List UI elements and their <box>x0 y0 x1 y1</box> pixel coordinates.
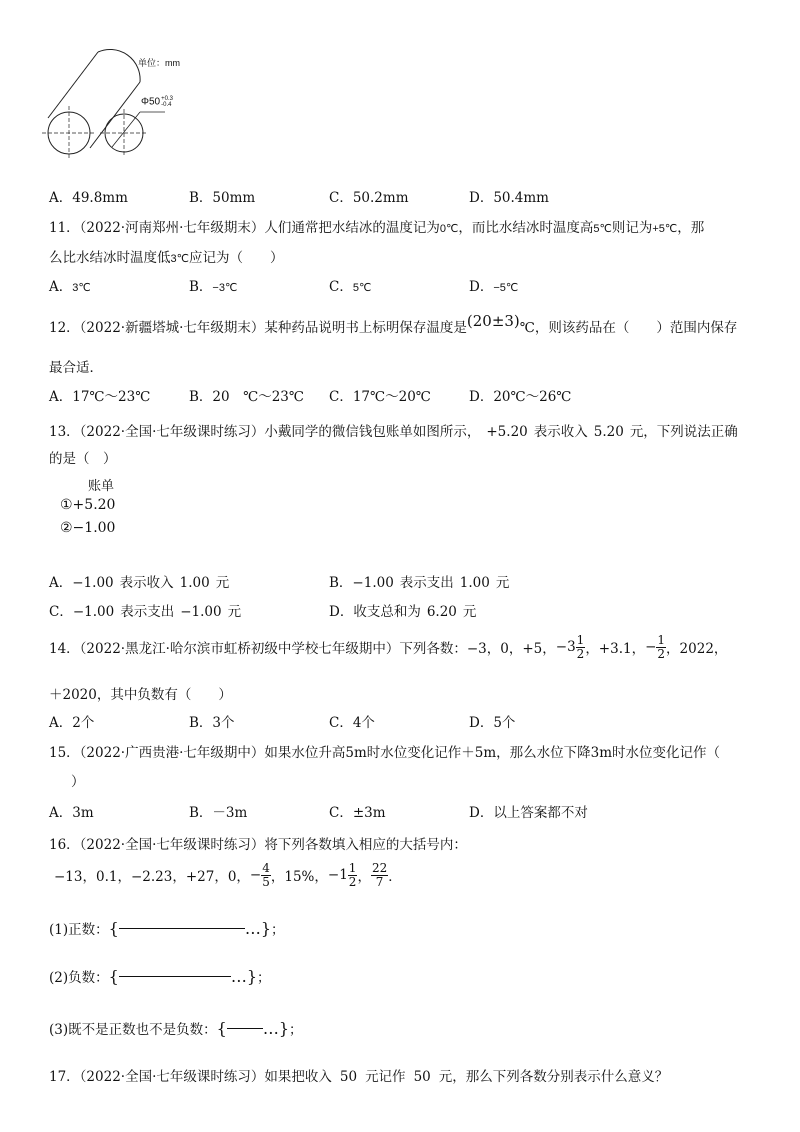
q16-mixed-whole: −1 <box>327 867 348 884</box>
q16-mixed-num: 1 <box>348 861 357 875</box>
q13-option-a[interactable] <box>49 571 229 591</box>
q16-frac1-den: 5 <box>262 874 270 889</box>
q16-fraction-1 <box>261 862 271 888</box>
q14-stem-line1 <box>49 634 727 660</box>
q14-text-3: ，2022， <box>666 641 728 658</box>
q14-mixed-num: 1 <box>576 633 585 647</box>
tol-upper: +0.3 <box>161 96 173 102</box>
q13-option-a-num2: 1.00 <box>179 575 210 591</box>
q13-stem-line1 <box>49 420 738 440</box>
q13-option-d[interactable] <box>329 600 476 620</box>
q16-part1-label: (1)正数： <box>49 922 109 938</box>
q11-option-d-label: D． <box>469 279 494 295</box>
q16-nums-2: ，15%， <box>270 869 328 886</box>
q16-frac1-num: 4 <box>262 861 270 875</box>
q12-temp-range: (20±3) <box>466 312 520 330</box>
q16-part3-brace-close: …} <box>262 1018 289 1038</box>
q16-nums: −13，0.1，−2.23，+27，0， <box>54 869 250 886</box>
q13-text: 13．（2022·全国·七年级课时练习）小戴同学的微信钱包账单如图所示， <box>49 424 481 440</box>
q16-part1-answer-blank[interactable] <box>119 928 245 929</box>
q13-option-c[interactable] <box>49 600 241 620</box>
q15-stem-line1: 15．（2022·广西贵港·七年级期中）如果水位升高5m时水位变化记作＋5m，那么水位下降3m时水位变化记作（ <box>49 745 721 761</box>
q10-option-b[interactable]: B．50mm <box>189 190 256 206</box>
q15-stem-line2: ） <box>71 774 85 790</box>
q16-frac2-num: 22 <box>371 861 388 875</box>
q13-option-d-num: 6.20 <box>426 604 457 620</box>
q12-stem-line1 <box>49 312 738 336</box>
q16-part1-brace-close: …} <box>244 918 271 938</box>
q11-temp-plus5: +5℃ <box>652 223 678 235</box>
q16-part2-label: (2)负数： <box>49 970 109 986</box>
q15-option-a[interactable]: A．3m <box>49 805 94 821</box>
bill-item-2: ②−1.00 <box>60 520 116 536</box>
bill-item-1: ①+5.20 <box>60 497 116 513</box>
q12-option-d[interactable]: D．20℃～26℃ <box>469 389 572 405</box>
q16-part2-brace-close: …} <box>230 966 257 986</box>
q11-text-4: ，那 <box>677 220 705 236</box>
q16-part2-answer-blank[interactable] <box>119 976 231 977</box>
q13-text-2: 表示收入 <box>533 424 588 440</box>
q17-text-2: 元记作 <box>365 1069 406 1085</box>
q10-option-c[interactable]: C．50.2mm <box>329 190 409 206</box>
q15-option-b[interactable]: B．－3m <box>189 805 248 821</box>
q13-option-b-num2: 1.00 <box>459 575 490 591</box>
q13-option-b-text: 表示支出 <box>399 575 454 591</box>
q12-text-2: ℃，则该药品在（ ）范围内保存 <box>519 320 738 336</box>
q16-mixed-den: 2 <box>348 874 357 889</box>
q13-value: 5.20 <box>593 424 624 440</box>
q14-frac-den: 2 <box>657 646 666 661</box>
q14-option-a[interactable]: A．2个 <box>49 715 95 731</box>
q11-stem-line2 <box>49 246 283 266</box>
q14-frac-sign: − <box>645 639 657 656</box>
q15-option-c[interactable]: C．±3m <box>329 805 386 821</box>
q13-option-d-label: D．收支总和为 <box>329 604 421 620</box>
q13-option-c-unit: 元 <box>227 604 242 620</box>
q16-part3-answer-blank[interactable] <box>227 1028 263 1029</box>
q12-stem-line2: 最合适． <box>49 360 103 376</box>
q16-part2 <box>49 966 271 986</box>
q10-option-a[interactable]: A．49.8mm <box>49 190 128 206</box>
q13-option-c-num2: −1.00 <box>180 604 222 620</box>
q11-option-b-label: B． <box>189 279 213 295</box>
q16-end: ． <box>388 869 402 886</box>
q17-num-1: 50 <box>339 1069 358 1085</box>
q13-option-b-num: −1.00 <box>352 575 394 591</box>
q13-stem-line2: 的是（ ） <box>49 451 117 467</box>
unit-label: 单位：mm <box>138 58 180 68</box>
q11-option-b-value: −3℃ <box>212 282 238 294</box>
q16-number-list <box>54 862 402 888</box>
q12-option-c[interactable]: C．17℃～20℃ <box>329 389 431 405</box>
q13-text-3: 元，下列说法正确 <box>629 424 738 440</box>
dimension-value: Φ50 <box>141 96 161 108</box>
q11-option-c[interactable] <box>329 275 371 295</box>
q11-option-d-value: −5℃ <box>493 282 519 294</box>
q14-option-c[interactable]: C．4个 <box>329 715 375 731</box>
q16-sep: ， <box>357 869 371 886</box>
q14-text-2: ，+3.1， <box>585 641 646 658</box>
q13-option-c-num: −1.00 <box>72 604 115 620</box>
q13-option-a-text: 表示收入 <box>119 575 174 591</box>
q11-temp-3: 3℃ <box>170 253 189 265</box>
q11-temp-0: 0℃ <box>439 223 459 235</box>
q13-option-a-unit: 元 <box>215 575 230 591</box>
dimension-label <box>141 96 173 108</box>
q17-num-2: 50 <box>413 1069 431 1085</box>
q11-option-d[interactable] <box>469 275 518 295</box>
q17-stem <box>49 1065 668 1085</box>
q16-part1 <box>49 918 285 938</box>
q11-option-c-label: C． <box>329 279 353 295</box>
q14-text: 14．（2022·黑龙江·哈尔滨市虹桥初级中学校七年级期中）下列各数：−3，0，+5， <box>49 641 556 658</box>
q13-option-c-text: 表示支出 <box>120 604 175 620</box>
q11-text-2: ，而比水结冰时温度高 <box>458 220 594 236</box>
q11-stem-line1 <box>49 216 704 236</box>
q16-mixed-fraction <box>328 862 358 888</box>
q11-option-a[interactable] <box>49 275 91 295</box>
q11-text: 11．（2022·河南郑州·七年级期末）人们通常把水结冰的温度记为 <box>49 220 440 236</box>
q16-part2-semicolon: ； <box>257 970 271 986</box>
q13-option-a-label: A． <box>49 575 73 591</box>
q13-option-b-label: B． <box>329 575 353 591</box>
q16-stem: 16．（2022·全国·七年级课时练习）将下列各数填入相应的大括号内： <box>49 837 467 853</box>
q14-stem-line2: ＋2020，其中负数有（ ） <box>49 687 232 703</box>
q12-option-a[interactable]: A．17℃～23℃ <box>49 389 151 405</box>
q16-fraction-2 <box>371 862 388 888</box>
q12-option-b[interactable]: B．20 ℃～23℃ <box>189 389 304 405</box>
bill-title: 账单 <box>88 479 115 494</box>
q17-text-3: 元，那么下列各数分别表示什么意义？ <box>438 1069 669 1085</box>
q13-value-plus: +5.20 <box>486 424 528 440</box>
q12-text: 12．（2022·新疆塔城·七年级期末）某种药品说明书上标明保存温度是 <box>49 320 467 336</box>
q11-option-a-label: A． <box>49 279 73 295</box>
q16-frac1-sign: − <box>249 867 262 884</box>
q14-option-d[interactable]: D．5个 <box>469 715 516 731</box>
q14-option-b[interactable]: B．3个 <box>189 715 235 731</box>
q14-fraction <box>656 634 666 660</box>
q13-option-c-label: C． <box>49 604 73 620</box>
q15-option-d[interactable]: D．以上答案都不对 <box>469 805 588 821</box>
q11-option-a-value: 3℃ <box>72 282 91 294</box>
q13-option-b-unit: 元 <box>495 575 510 591</box>
q13-option-a-num: −1.00 <box>72 575 114 591</box>
q16-part1-semicolon: ； <box>271 922 285 938</box>
q13-option-b[interactable] <box>329 571 509 591</box>
q16-frac2-den: 7 <box>375 874 384 889</box>
q14-mixed-den: 2 <box>576 646 585 661</box>
q14-mixed-whole: −3 <box>555 639 576 656</box>
q11-option-b[interactable] <box>189 275 237 295</box>
q11-text-5: 么比水结冰时温度低 <box>49 250 171 266</box>
q11-option-c-value: 5℃ <box>352 282 372 294</box>
q11-temp-5: 5℃ <box>593 223 612 235</box>
q11-text-6: 应记为（ ） <box>188 250 284 266</box>
tol-lower: -0.4 <box>161 102 172 108</box>
q16-part3-semicolon: ； <box>289 1022 303 1038</box>
q11-text-3: 则记为 <box>611 220 653 236</box>
q16-part2-brace-open: { <box>108 966 119 986</box>
q16-part3 <box>49 1018 303 1038</box>
q16-part3-brace-open: { <box>216 1018 227 1038</box>
q14-mixed-fraction <box>556 634 586 660</box>
q10-option-d[interactable]: D．50.4mm <box>469 190 549 206</box>
q13-option-d-unit: 元 <box>462 604 477 620</box>
q14-frac-num: 1 <box>657 633 666 647</box>
q16-part3-label: (3)既不是正数也不是负数： <box>49 1022 217 1038</box>
q17-text: 17．（2022·全国·七年级课时练习）如果把收入 <box>49 1069 332 1085</box>
q16-part1-brace-open: { <box>108 918 119 938</box>
